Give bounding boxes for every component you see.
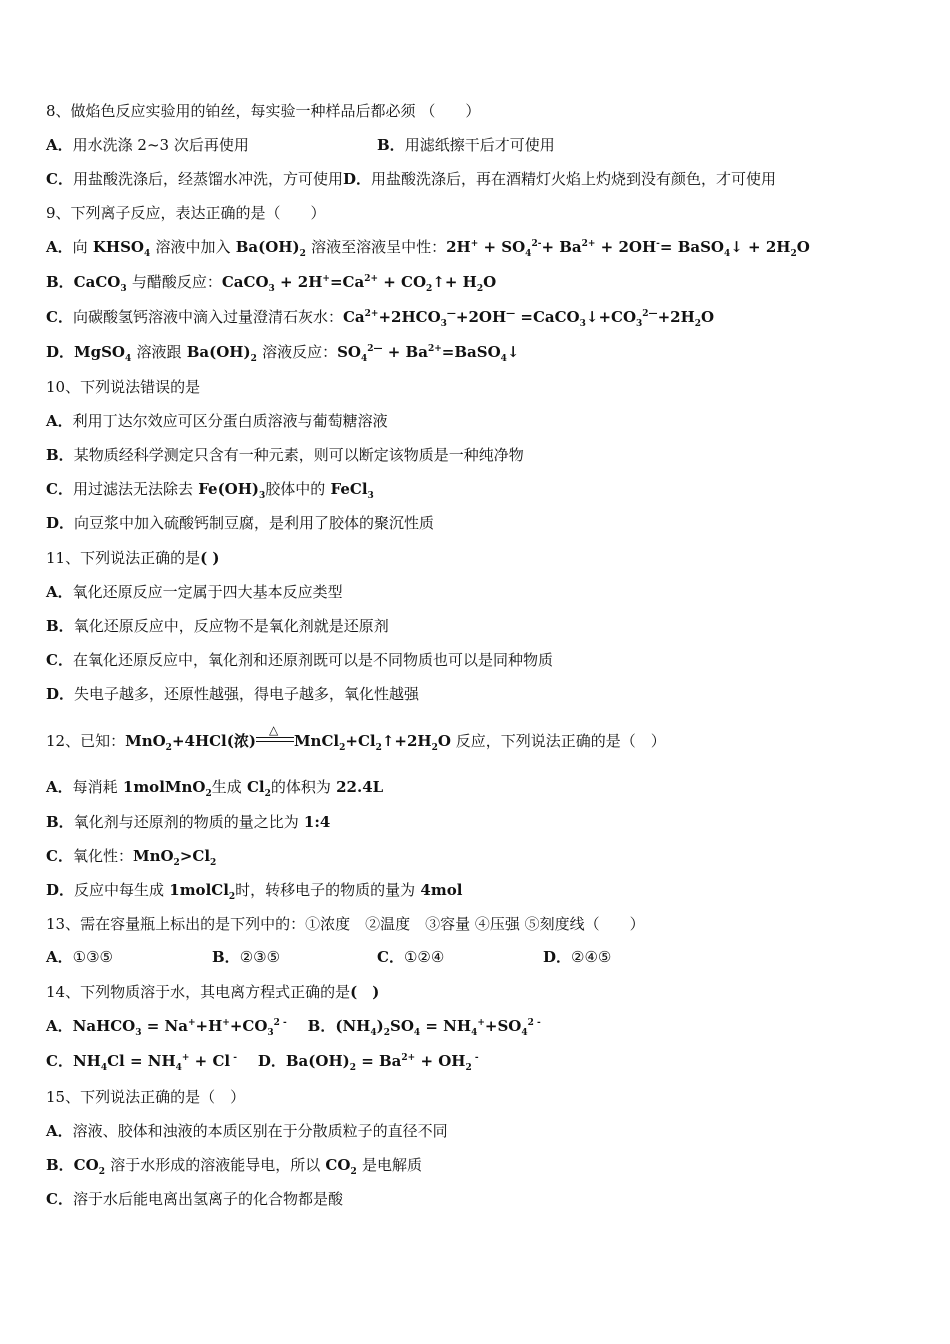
q12-option-c: C．氧化性：$MnO_2>Cl_2$ [46,847,217,868]
q13-option-b: B．②③⑤ [212,948,281,966]
q10-option-a: A．利用丁达尔效应可区分蛋白质溶液与葡萄糖溶液 [46,412,388,430]
q8-option-a: A．用水洗涤 2~3 次后再使用 [46,136,249,154]
q11-option-a: A．氧化还原反应一定属于四大基本反应类型 [46,583,343,601]
q13-stem: 13、需在容量瓶上标出的是下列中的：①浓度 ②温度 ③容量 ④压强 ⑤刻度线（ ） [46,915,645,933]
q10-option-b: B．某物质经科学测定只含有一种元素，则可以断定该物质是一种纯净物 [46,446,524,464]
q10-stem: 10、下列说法错误的是 [46,378,201,396]
q9-option-b: B．CaCO$_3$ 与醋酸反应：CaCO$_3$ + $2H^+=Ca^{2+}$ + $CO_2↑+ H_2O$ [46,273,497,294]
q14-stem: 14、下列物质溶于水，其电离方程式正确的是( ) [46,983,380,1001]
q12-option-d: D．反应中每生成 1molCl$_2$时，转移电子的物质的量为 4mol [46,881,463,902]
q9-option-a: A．向 $KHSO_4$ 溶液中加入 $Ba(OH)_2$ 溶液至溶液呈中性：$2H^+ + SO_4^{2-}+ Ba^{2+} + 2OH^-=$ BaSO$_4$↓ + $2H_2O$ [46,238,810,259]
q9-option-c: C．向碳酸氢钙溶液中滴入过量澄清石灰水：$Ca^{2+}+2HCO_3^—+2OH^—$ $=CaCO_3↓+CO_3^{2—}+2H_2O$ [46,308,715,329]
q11-stem: 11、下列说法正确的是( ) [46,549,220,567]
q8-stem: 8、做焰色反应实验用的铂丝，每实验一种样品后都必须 （ ） [46,102,481,120]
q12-option-a: A．每消耗 1molMnO$_2$生成 $Cl_2$的体积为 22.4L [46,778,384,799]
q10-option-c: C．用过滤法无法除去 $Fe(OH)_3$胶体中的 FeCl$_3$ [46,480,374,501]
q11-option-c: C．在氧化还原反应中，氧化剂和还原剂既可以是不同物质也可以是同种物质 [46,651,553,669]
q11-option-d: D．失电子越多，还原性越强，得电子越多，氧化性越强 [46,685,420,703]
q15-stem: 15、下列说法正确的是（ ） [46,1088,246,1106]
q15-option-b: B．$CO_2$ 溶于水形成的溶液能导电，所以 $CO_2$ 是电解质 [46,1156,422,1177]
q15-option-c: C．溶于水后能电离出氢离子的化合物都是酸 [46,1190,343,1208]
q15-option-a: A．溶液、胶体和浊液的本质区别在于分散质粒子的直径不同 [46,1122,448,1140]
q13-option-d: D．②④⑤ [543,948,612,966]
q10-option-d: D．向豆浆中加入硫酸钙制豆腐，是利用了胶体的聚沉性质 [46,514,435,532]
q14-option-a-b: A．NaHCO$_3$ = $Na^++H^++CO_3^{2 -}$ B．$(NH_4)_2SO_4 = NH_4^++SO_4^{2 -}$ [46,1017,541,1038]
q12-stem: 12、已知：MnO$_2$+4HCl(浓) △ $MnCl_2+Cl_2↑+2H_2O$ 反应，下列说法正确的是（ ） [46,723,666,753]
q9-option-d: D．MgSO$_4$ 溶液跟 $Ba(OH)_2$ 溶液反应：$SO_4^{2—}$ + $Ba^{2+}=BaSO_4↓$ [46,343,520,364]
q12-option-b: B．氧化剂与还原剂的物质的量之比为 1:4 [46,813,331,831]
q13-option-c: C．①②④ [377,948,445,966]
q13-option-a: A．①③⑤ [46,948,113,966]
q8-option-c-d: C．用盐酸洗涤后，经蒸馏水冲洗，方可使用D．用盐酸洗涤后，再在酒精灯火焰上灼烧到没有颜色，才可使用 [46,170,776,188]
q8-option-b: B．用滤纸擦干后才可使用 [377,136,555,154]
q9-stem: 9、下列离子反应，表达正确的是（ ） [46,204,326,222]
heating-condition-arrow: △ [256,732,294,752]
q14-option-c-d: C．$NH_4Cl = NH_4^+ + Cl$ - D．$Ba(OH)_2 = Ba^{2+} + OH_2$ - [46,1052,479,1073]
q11-option-b: B．氧化还原反应中，反应物不是氧化剂就是还原剂 [46,617,389,635]
